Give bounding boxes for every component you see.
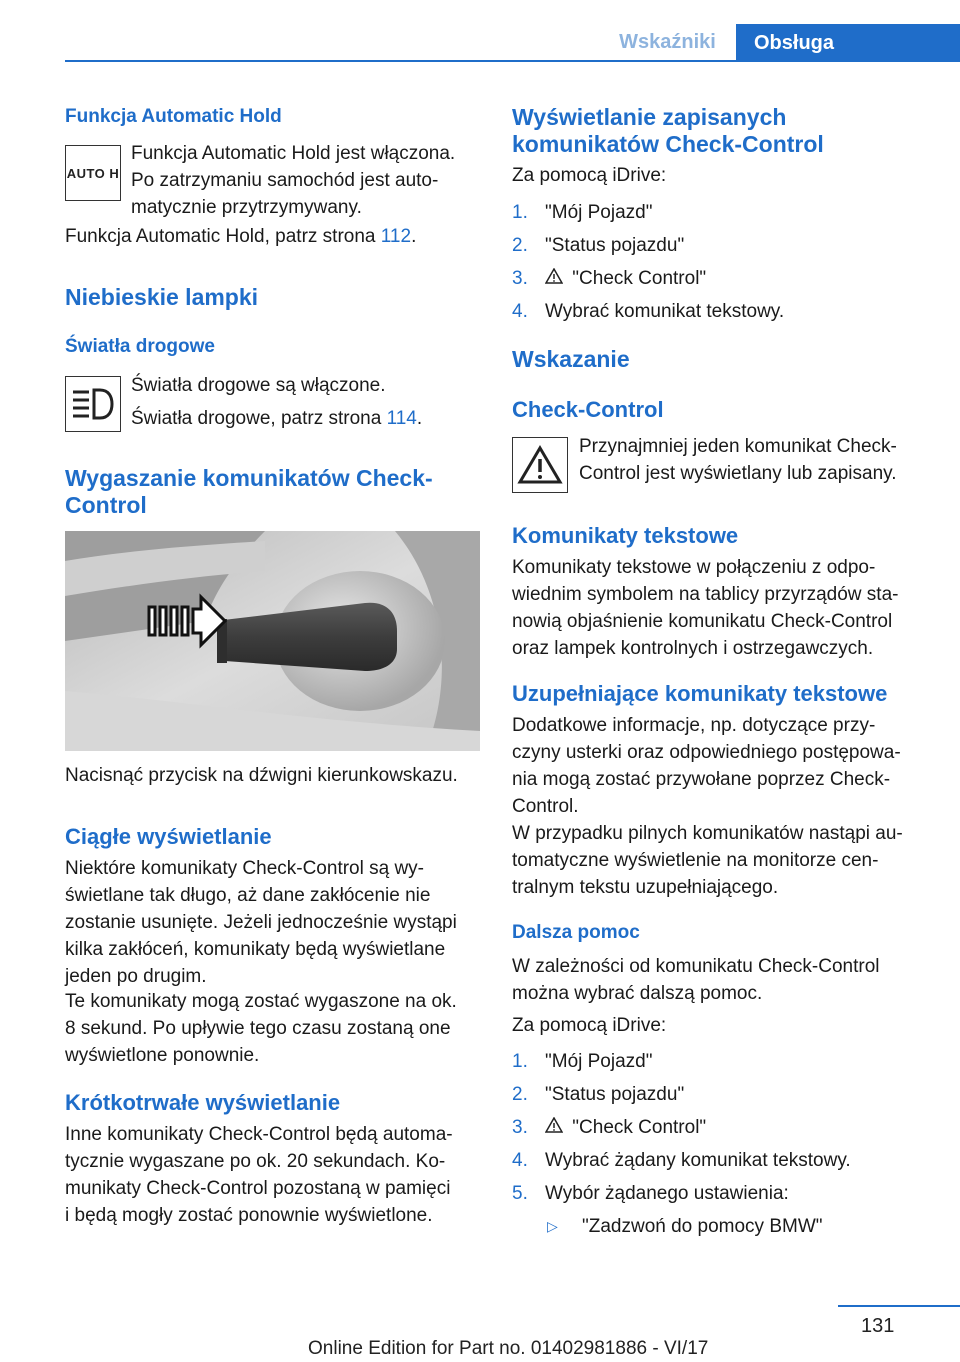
further-help-line: W zależności od komunikatu Check-Control [512, 956, 880, 977]
short-line: Inne komunikaty Check-Control będą automa- [65, 1124, 453, 1145]
step-number: 5. [512, 1183, 528, 1204]
continuous-paragraph [65, 855, 480, 990]
indication-heading: Wskazanie [512, 346, 630, 372]
stored-heading [512, 104, 824, 158]
step-text: Wybrać komunikat tekstowy. [545, 301, 785, 322]
supplementary-line: tomatyczne wyświetlenie na monitorze cen- [512, 850, 879, 871]
sub-item-text: "Zadzwoń do pomocy BMW" [582, 1216, 823, 1237]
auto-hold-icon-label: AUTO H [66, 165, 120, 181]
autohold-page-link[interactable]: 112 [380, 226, 412, 247]
via-idrive-label: Za pomocą iDrive: [512, 165, 667, 186]
step-text: Wybór żądanego ustawienia: [545, 1183, 789, 1204]
autohold-ref-text: Funkcja Automatic Hold, patrz strona [65, 226, 381, 247]
header-rule [65, 60, 960, 62]
supplementary-line: W przypadku pilnych komunikatów nastąpi au- [512, 823, 903, 844]
continuous-paragraph-2 [65, 988, 480, 1069]
warning-triangle-icon [545, 262, 567, 295]
steps-list-2 [512, 1045, 926, 1210]
further-help-heading: Dalsza pomoc [512, 922, 640, 943]
autohold-reference: Funkcja Automatic Hold, patrz strona 112. [65, 226, 417, 247]
supplementary-line: nia mogą zostać przywołane poprzez Check- [512, 769, 891, 790]
triangle-bullet-icon: ▷ [547, 1218, 558, 1234]
step-number: 4. [512, 1150, 528, 1171]
highbeam-heading: Światła drogowe [65, 336, 215, 357]
step-number: 2. [512, 235, 528, 256]
text-messages-line: wiednim symbolem na tablicy przyrządów sta- [512, 584, 899, 605]
tab-obsluga[interactable]: Obsługa [736, 24, 960, 62]
warning-triangle-icon [545, 1111, 567, 1144]
check-control-text [579, 433, 897, 487]
high-beam-glyph [71, 387, 115, 421]
sub-list-item [512, 1210, 960, 1243]
short-heading: Krótkotrwałe wyświetlanie [65, 1090, 341, 1115]
step-text: "Status pojazdu" [545, 1084, 685, 1105]
list-item [512, 1045, 926, 1078]
highbeam-reference: Światła drogowe, patrz strona 114. [131, 408, 423, 429]
highbeam-ref-text: Światła drogowe, patrz strona [131, 408, 387, 429]
highbeam-page-link[interactable]: 114 [386, 408, 417, 429]
highbeam-text: Światła drogowe są włączone. [131, 375, 386, 396]
short-line: i będą mogły zostać ponownie wyświetlone. [65, 1205, 433, 1226]
step-number: 3. [512, 1117, 528, 1138]
dismiss-heading [65, 465, 433, 519]
text-messages-line: nowią objaśnienie komunikatu Check-Control [512, 611, 893, 632]
list-item [512, 262, 926, 295]
via-idrive-label-2: Za pomocą iDrive: [512, 1015, 667, 1036]
step-text: "Mój Pojazd" [545, 1051, 653, 1072]
steps-list-1 [512, 196, 926, 328]
supplementary-line: Control. [512, 796, 579, 817]
step-number: 3. [512, 268, 528, 289]
text-messages-paragraph [512, 554, 926, 662]
continuous-line: Niektóre komunikaty Check-Control są wy- [65, 858, 425, 879]
stored-heading-line-1: Wyświetlanie zapisanych [512, 104, 787, 130]
dismiss-heading-line-1: Wygaszanie komunikatów Check- [65, 465, 433, 491]
continuous-line: wyświetlone ponownie. [65, 1045, 260, 1066]
step-text: "Check Control" [572, 1117, 707, 1138]
text-messages-heading: Komunikaty tekstowe [512, 523, 739, 548]
continuous-line: Te komunikaty mogą zostać wygaszone na ok. [65, 991, 457, 1012]
step-number: 4. [512, 301, 528, 322]
list-item [512, 1078, 926, 1111]
high-beam-icon [65, 376, 121, 432]
turn-signal-lever-photo [65, 531, 480, 751]
check-control-heading: Check-Control [512, 397, 664, 422]
autohold-description [131, 140, 481, 221]
step-text: Wybrać żądany komunikat tekstowy. [545, 1150, 851, 1171]
continuous-line: jeden po drugim. [65, 966, 207, 987]
step-number: 1. [512, 1051, 528, 1072]
short-line: munikaty Check-Control pozostaną w pamięci [65, 1178, 451, 1199]
supplementary-heading: Uzupełniające komunikaty tekstowe [512, 681, 888, 706]
text-messages-line: oraz lampek kontrolnych i ostrzegawczych. [512, 638, 874, 659]
continuous-line: kilka zakłóceń, komunikaty będą wyświetlane [65, 939, 446, 960]
list-item [512, 1144, 926, 1177]
autohold-line-3: matycznie przytrzymywany. [131, 197, 362, 218]
list-item [512, 1111, 926, 1144]
list-item [512, 1177, 926, 1210]
supplementary-paragraph [512, 712, 926, 820]
continuous-line: świetlane tak długo, aż dane zakłócenie nie [65, 885, 431, 906]
press-instruction: Nacisnąć przycisk na dźwigni kierunkowskazu. [65, 765, 458, 786]
text-messages-line: Komunikaty tekstowe w połączeniu z odpo- [512, 557, 876, 578]
tab-wskazniki[interactable]: Wskaźniki [619, 31, 716, 53]
step-number: 1. [512, 202, 528, 223]
autohold-heading: Funkcja Automatic Hold [65, 106, 282, 127]
autohold-line-2: Po zatrzymaniu samochód jest auto- [131, 170, 439, 191]
continuous-line: 8 sekund. Po upływie tego czasu zostaną one [65, 1018, 451, 1039]
list-item [512, 196, 926, 229]
step-text: "Check Control" [572, 268, 707, 289]
footer-rule [838, 1305, 960, 1307]
short-line: tycznie wygaszane po ok. 20 sekundach. Ko- [65, 1151, 446, 1172]
check-control-line: Przynajmniej jeden komunikat Check- [579, 436, 897, 457]
step-text: "Mój Pojazd" [545, 202, 653, 223]
dismiss-heading-line-2: Control [65, 492, 147, 518]
check-control-line: Control jest wyświetlany lub zapisany. [579, 463, 897, 484]
supplementary-line: Dodatkowe informacje, np. dotyczące przy- [512, 715, 876, 736]
step-number: 2. [512, 1084, 528, 1105]
blue-lamps-heading: Niebieskie lampki [65, 284, 259, 310]
list-item [512, 229, 926, 262]
supplementary-line: tralnym tekstu uzupełniającego. [512, 877, 779, 898]
stored-heading-line-2: komunikatów Check-Control [512, 131, 824, 157]
continuous-heading: Ciągłe wyświetlanie [65, 824, 272, 849]
step-text: "Status pojazdu" [545, 235, 685, 256]
edition-note: Online Edition for Part no. 01402981886 - VI/17 [308, 1338, 709, 1359]
supplementary-paragraph-2 [512, 820, 926, 901]
short-paragraph [65, 1121, 480, 1229]
auto-hold-icon [65, 145, 121, 201]
supplementary-line: czyny usterki oraz odpowiedniego postępowa- [512, 742, 901, 763]
check-control-warning-icon [512, 437, 568, 493]
list-item [512, 295, 926, 328]
autohold-line-1: Funkcja Automatic Hold jest włączona. [131, 143, 456, 164]
further-help-line: można wybrać dalszą pomoc. [512, 983, 763, 1004]
continuous-line: zostanie usunięte. Jeżeli jednocześnie wystąpi [65, 912, 457, 933]
page-number: 131 [861, 1315, 895, 1337]
further-help-paragraph [512, 953, 926, 1007]
